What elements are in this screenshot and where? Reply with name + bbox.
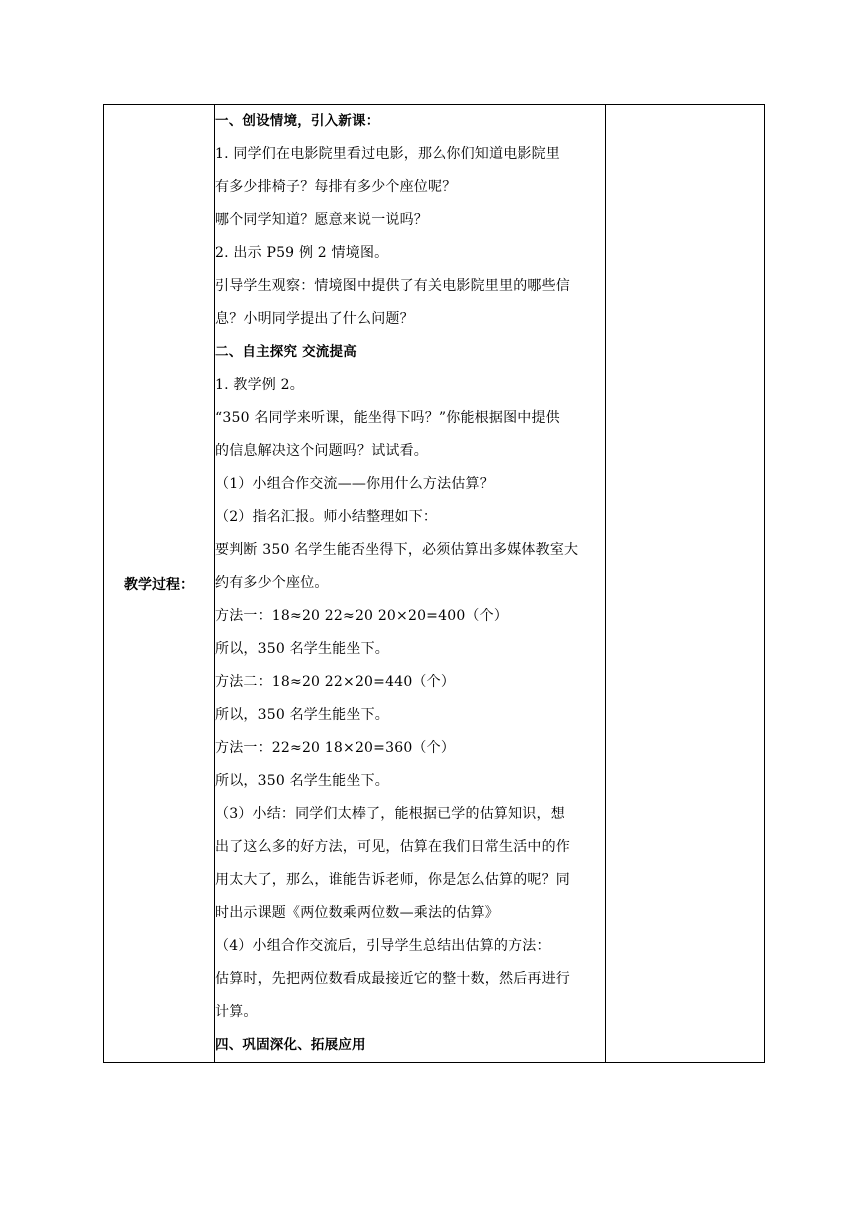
text-line: （4）小组合作交流后，引导学生总结出估算的方法：: [215, 938, 551, 954]
lesson-plan-table: [103, 104, 765, 1063]
text-line: 约有多少个座位。: [215, 575, 329, 591]
section-heading: 四、巩固深化、拓展应用: [215, 1037, 366, 1053]
text-line: 所以，350 名学生能坐下。: [215, 707, 389, 723]
text-line: 所以，350 名学生能坐下。: [215, 641, 389, 657]
section-heading: 一、创设情境，引入新课：: [215, 113, 380, 129]
text-line: 方法二：18≈20 22×20=440（个）: [215, 674, 456, 690]
text-line: 息？小明同学提出了什么问题？: [215, 311, 414, 327]
text-line: 估算时，先把两位数看成最接近它的整十数，然后再进行: [215, 971, 570, 987]
text-line: 时出示课题《两位数乘两位数—乘法的估算》: [215, 905, 499, 921]
row-label-cell: [104, 105, 215, 1063]
text-line: 计算。: [215, 1004, 258, 1020]
text-line: 引导学生观察：情境图中提供了有关电影院里里的哪些信: [215, 278, 570, 294]
content-cell: [215, 105, 606, 1063]
text-line: 1. 教学例 2。: [215, 377, 304, 393]
row-label: 教学过程：: [124, 576, 194, 593]
text-line: 有多少排椅子？每排有多少个座位呢？: [215, 179, 457, 195]
text-line: “350 名同学来听课，能坐得下吗？”你能根据图中提供: [215, 410, 560, 426]
text-line: 所以，350 名学生能坐下。: [215, 773, 389, 789]
text-line: 的信息解决这个问题吗？试试看。: [215, 443, 428, 459]
text-line: 用太大了，那么，谁能告诉老师，你是怎么估算的呢？同: [215, 872, 570, 888]
text-line: 哪个同学知道？愿意来说一说吗？: [215, 212, 428, 228]
text-line: 2. 出示 P59 例 2 情境图。: [215, 245, 389, 261]
text-line: 要判断 350 名学生能否坐得下，必须估算出多媒体教室大: [215, 542, 579, 558]
teaching-process-row: [104, 105, 765, 1063]
text-line: 出了这么多的好方法，可见，估算在我们日常生活中的作: [215, 839, 570, 855]
notes-cell: [606, 105, 765, 1063]
text-line: 方法一：22≈20 18×20=360（个）: [215, 740, 456, 756]
text-line: （3）小结：同学们太棒了，能根据已学的估算知识，想: [215, 806, 565, 822]
text-line: 1. 同学们在电影院里看过电影，那么你们知道电影院里: [215, 146, 561, 162]
section-heading: 二、自主探究 交流提高: [215, 344, 357, 360]
text-line: （2）指名汇报。师小结整理如下：: [215, 509, 438, 525]
text-line: 方法一：18≈20 22≈20 20×20=400（个）: [215, 608, 509, 624]
text-line: （1）小组合作交流——你用什么方法估算？: [215, 476, 494, 492]
